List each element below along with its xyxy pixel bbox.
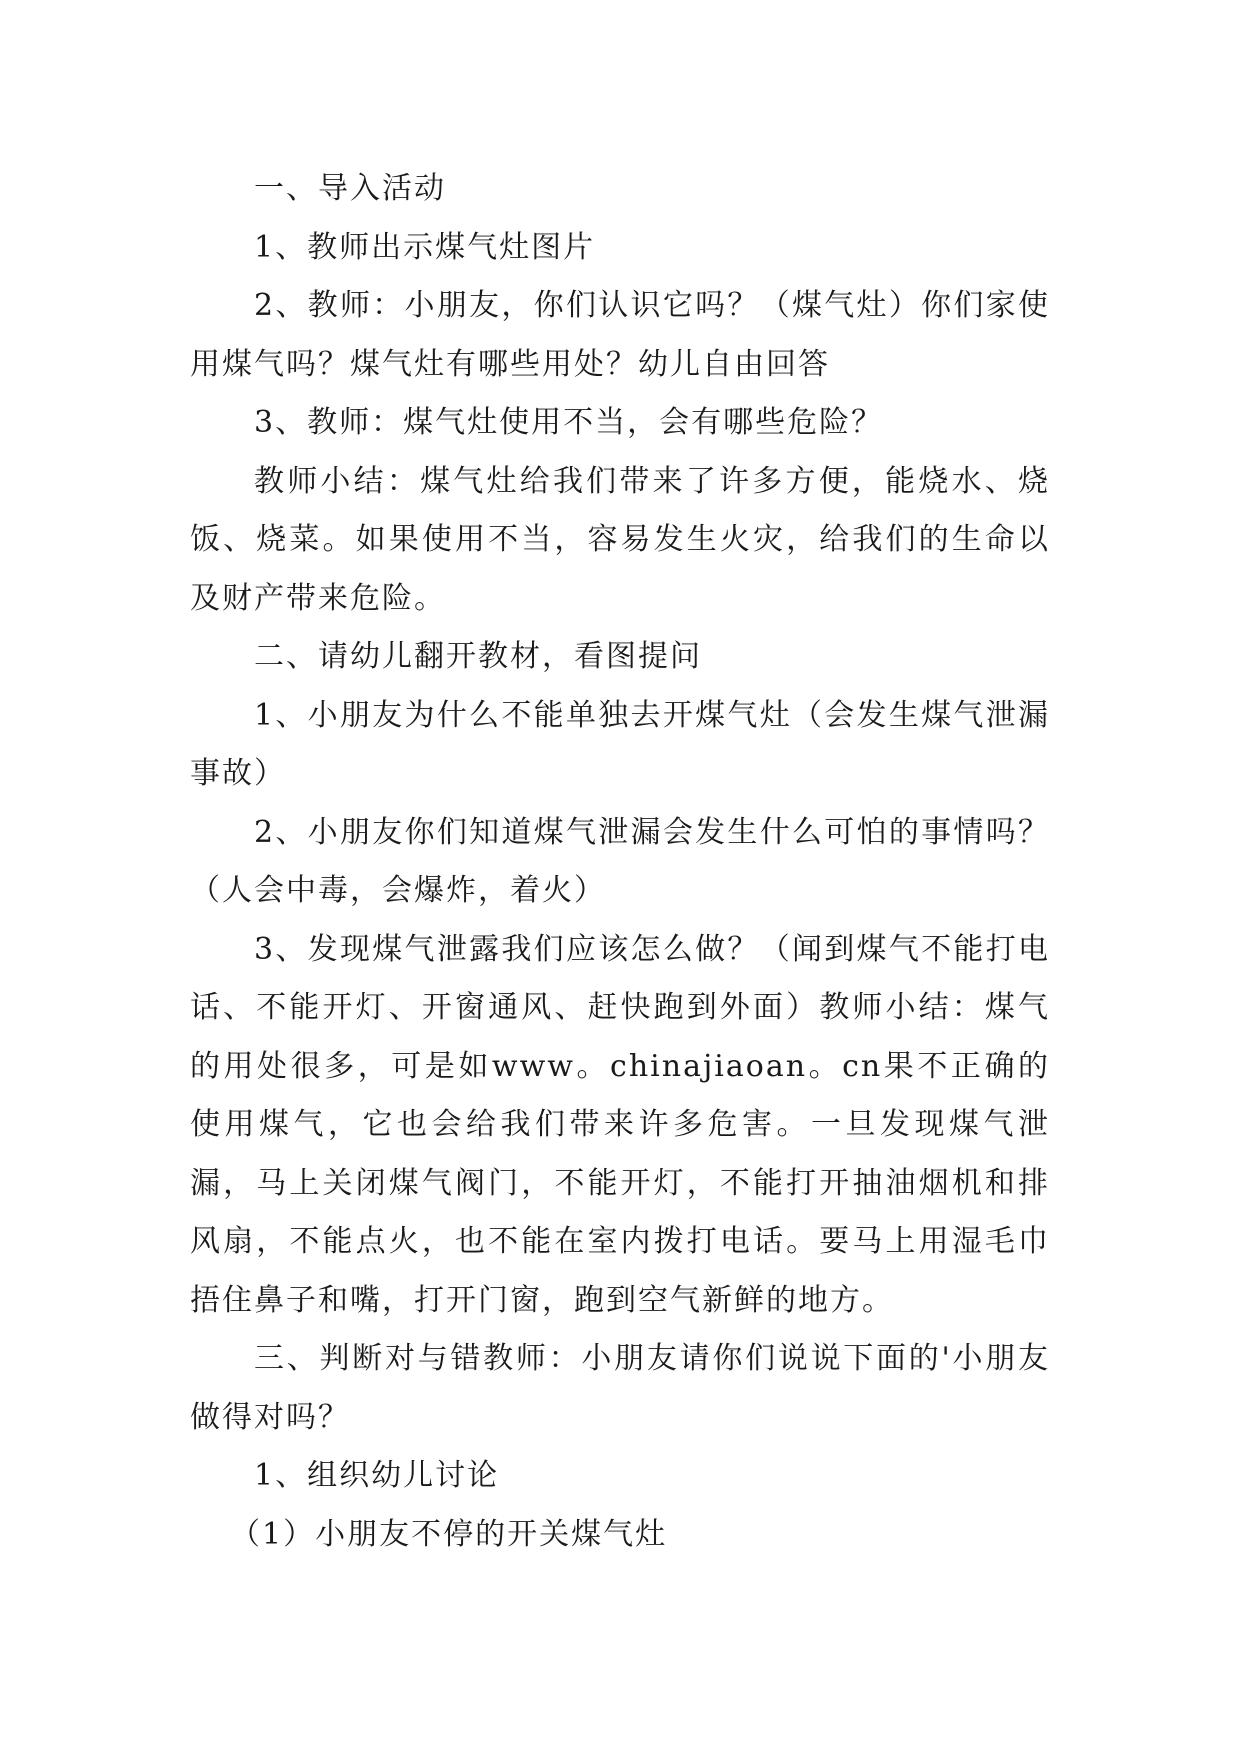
paragraph: 教师小结：煤气灶给我们带来了许多方便，能烧水、烧饭、烧菜。如果使用不当，容易发生火灾，给我们的生命以及财产带来危险。 [190,463,1050,616]
document-body [190,160,1050,1564]
paragraph: 3、教师：煤气灶使用不当，会有哪些危险？ [254,405,884,440]
section-heading-questions: 二、请幼儿翻开教材，看图提问 [254,639,702,674]
paragraph: 3、发现煤气泄露我们应该怎么做？（闻到煤气不能打电话、不能开灯、开窗通风、赶快跑到外面）教师小结：煤气的用处很多，可是如www。chinajiaoan。cn果不正确的使用煤气，它也会给我们带来许多危害。一旦发现煤气泄漏，马上关闭煤气阀门，不能开灯，不能打开抽油烟机和排风扇，不能点火，也不能在室内拨打电话。要马上用湿毛巾捂住鼻子和嘴，打开门窗，跑到空气新鲜的地方。 [190,931,1050,1318]
paragraph: 2、小朋友你们知道煤气泄漏会发生什么可怕的事情吗？（人会中毒，会爆炸，着火） [190,814,1050,908]
paragraph: 2、教师：小朋友，你们认识它吗？（煤气灶）你们家使用煤气吗？煤气灶有哪些用处？幼儿自由回答 [190,288,1050,382]
paragraph: 1、小朋友为什么不能单独去开煤气灶（会发生煤气泄漏事故） [190,697,1050,791]
paragraph: （1）小朋友不停的开关煤气灶 [230,1516,668,1552]
section-heading-intro: 一、导入活动 [254,171,446,206]
paragraph: 1、教师出示煤气灶图片 [254,229,596,265]
section-heading-judgement: 三、判断对与错教师：小朋友请你们说说下面的'小朋友做得对吗？ [190,1341,1050,1435]
paragraph: 1、组织幼儿讨论 [254,1458,500,1493]
